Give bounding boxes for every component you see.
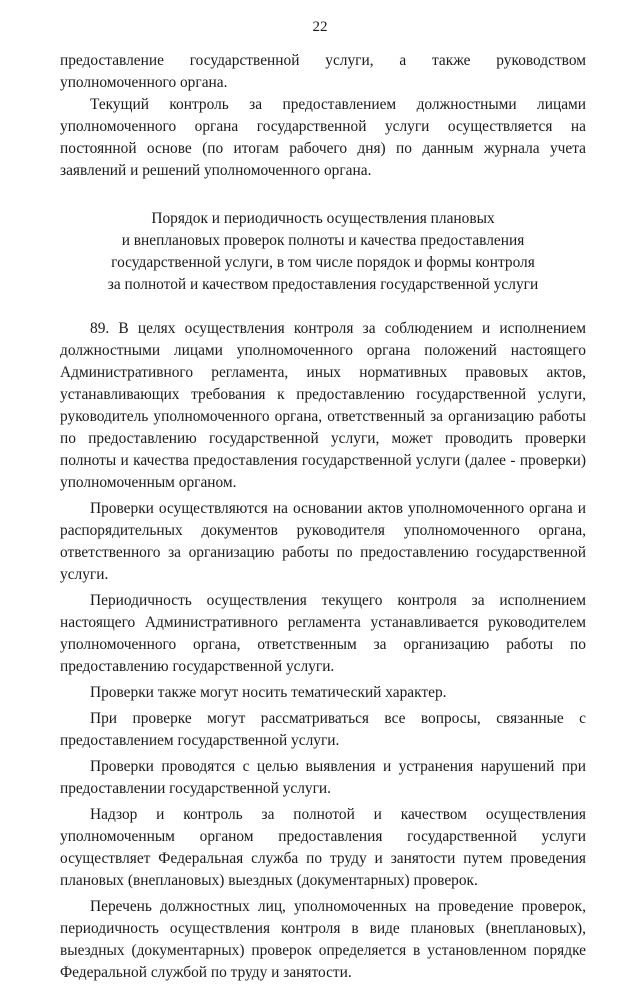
paragraph-supervision: Надзор и контроль за полнотой и качеством осуществления уполномоченным органом предоставления государственной услуги осуществляет Федеральная служба по труду и занятости путем проведения плановых (внеплановых) выездных (документарных) проверок.	[60, 806, 586, 889]
section-heading	[60, 208, 586, 296]
paragraph-questions: При проверке могут рассматриваться все вопросы, связанные с предоставлением государственной услуги.	[60, 710, 586, 749]
section-heading-line: за полнотой и качеством предоставления государственной услуги	[107, 276, 539, 293]
paragraph-officials-list: Перечень должностных лиц, уполномоченных на проведение проверок, периодичность осуществления контроля в виде плановых (внеплановых), выездных (документарных) проверок определяется в установленном порядке Федеральной службой по труду и занятости.	[60, 898, 586, 981]
section-heading-line: и внеплановых проверок полноты и качества предоставления	[121, 232, 525, 249]
paragraph-purpose: Проверки проводятся с целью выявления и устранения нарушений при предоставлении государственной услуги.	[60, 758, 586, 797]
section-heading-line: государственной услуги, в том числе порядок и формы контроля	[111, 254, 535, 271]
document-body	[60, 50, 586, 984]
paragraph-periodicity: Периодичность осуществления текущего контроля за исполнением настоящего Административного регламента устанавливается руководителем уполномоченного органа, ответственным за организацию работы по предоставлению государственной услуги.	[60, 592, 586, 675]
paragraph-inspection-basis: Проверки осуществляются на основании актов уполномоченного органа и распорядительных документов руководителя уполномоченного органа, ответственного за организацию работы по предоставлению государственной услуги.	[60, 500, 586, 583]
paragraph-continuation: предоставление государственной услуги, а также руководством уполномоченного органа.	[60, 52, 586, 91]
section-heading-line: Порядок и периодичность осуществления плановых	[151, 210, 495, 227]
paragraph-thematic: Проверки также могут носить тематический характер.	[90, 684, 447, 701]
paragraph-89: 89. В целях осуществления контроля за соблюдением и исполнением должностными лицами уполномоченного органа положений настоящего Административного регламента, иных нормативных правовых актов, устанавливающих требования к предоставлению государственной услуги, руководитель уполномоченного органа, ответственный за организацию работы по предоставлению государственной услуги, может проводить проверки полноты и качества предоставления государственной услуги (далее - проверки) уполномоченным органом.	[60, 320, 586, 491]
paragraph-current-control: Текущий контроль за предоставлением должностными лицами уполномоченного органа государственной услуги осуществляется на постоянной основе (по итогам рабочего дня) по данным журнала учета заявлений и решений уполномоченного органа.	[60, 96, 586, 179]
page-number: 22	[312, 19, 328, 35]
